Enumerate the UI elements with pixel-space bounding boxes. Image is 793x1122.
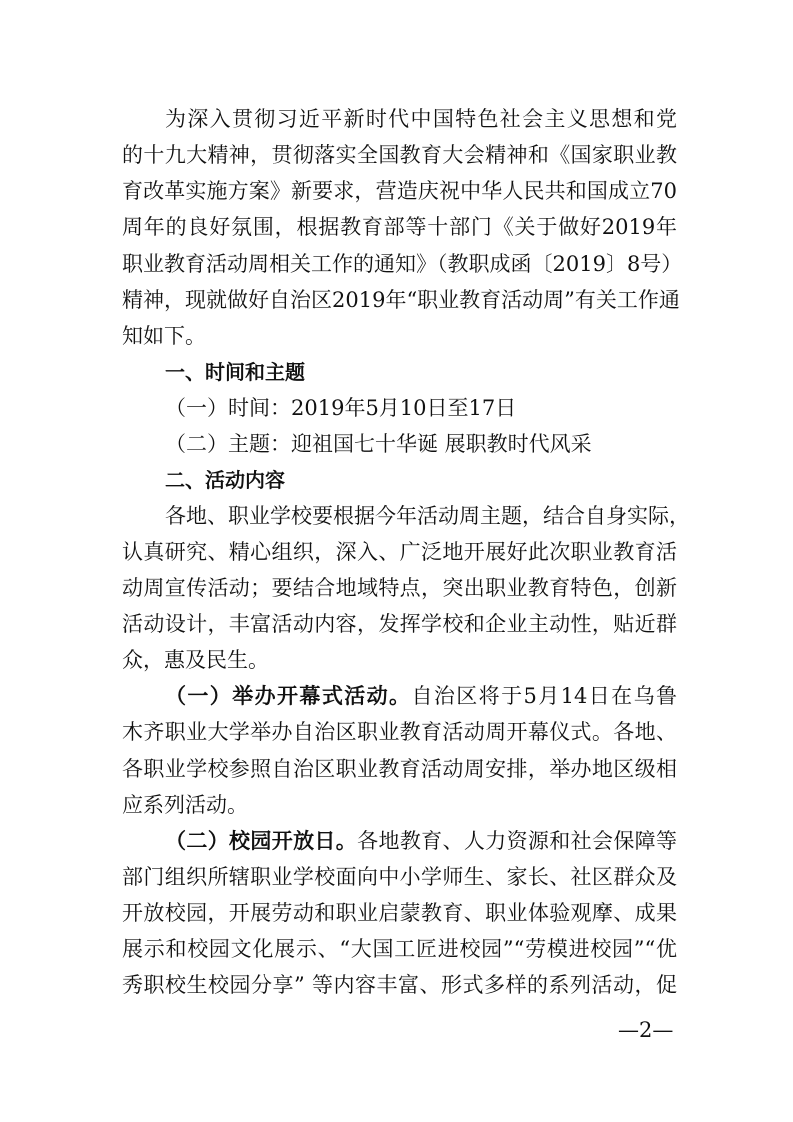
item-open-day-line-2: 部门组织所辖职业学校面向中小学师生、家长、社区群众及 (122, 865, 677, 889)
item-opening-ceremony-title: （一）举办开幕式活动。 (165, 684, 412, 708)
event-time: （一）时间：2019年5月10日至17日 (165, 396, 517, 420)
item-open-day-text: 各地教育、人力资源和社会保障等 (357, 829, 678, 853)
item-opening-ceremony-line-1 (165, 682, 677, 710)
event-theme: （二）主题：迎祖国七十华诞 展职教时代风采 (165, 432, 592, 456)
intro-line-7: 知如下。 (122, 324, 206, 348)
intro-line-1: 为深入贯彻习近平新时代中国特色社会主义思想和党 (165, 107, 677, 131)
activities-line-1: 各地、职业学校要根据今年活动周主题，结合自身实际， (165, 504, 690, 528)
intro-line-5: 职业教育活动周相关工作的通知》（教职成函〔2019〕8号） (122, 252, 683, 276)
intro-line-4: 周年的良好氛围，根据教育部等十部门《关于做好2019年 (122, 215, 677, 239)
section-heading-activities: 二、活动内容 (165, 468, 285, 492)
activities-line-3: 动周宣传活动；要结合地域特点，突出职业教育特色，创新 (122, 576, 677, 600)
intro-line-3: 育改革实施方案》新要求，营造庆祝中华人民共和国成立70 (122, 179, 677, 203)
section-heading-time-theme: 一、时间和主题 (165, 360, 305, 384)
item-opening-ceremony-line-4: 应系列活动。 (122, 793, 248, 817)
item-opening-ceremony-line-2: 木齐职业大学举办自治区职业教育活动周开幕仪式。各地、 (122, 720, 677, 744)
page-number: —2— (618, 1018, 674, 1042)
item-open-day-line-4: 展示和校园文化展示、“大国工匠进校园”“劳模进校园”“优 (122, 937, 677, 961)
activities-line-5: 众，惠及民生。 (122, 648, 269, 672)
item-opening-ceremony-line-3: 各职业学校参照自治区职业教育活动周安排，举办地区级相 (122, 757, 677, 781)
item-open-day-line-5: 秀职校生校园分享” 等内容丰富、形式多样的系列活动，促 (122, 973, 677, 997)
item-open-day-title: （二）校园开放日。 (165, 829, 358, 853)
activities-line-2: 认真研究、精心组织，深入、广泛地开展好此次职业教育活 (122, 540, 677, 564)
intro-line-2: 的十九大精神，贯彻落实全国教育大会精神和《国家职业教 (122, 143, 677, 167)
intro-line-6: 精神，现就做好自治区2019年“职业教育活动周”有关工作通 (122, 288, 680, 312)
item-open-day-line-3: 开放校园，开展劳动和职业启蒙教育、职业体验观摩、成果 (122, 901, 677, 925)
item-open-day-line-1 (165, 827, 677, 855)
item-opening-ceremony-text: 自治区将于5月14日在乌鲁 (411, 684, 677, 708)
activities-line-4: 活动设计，丰富活动内容，发挥学校和企业主动性，贴近群 (122, 612, 677, 636)
